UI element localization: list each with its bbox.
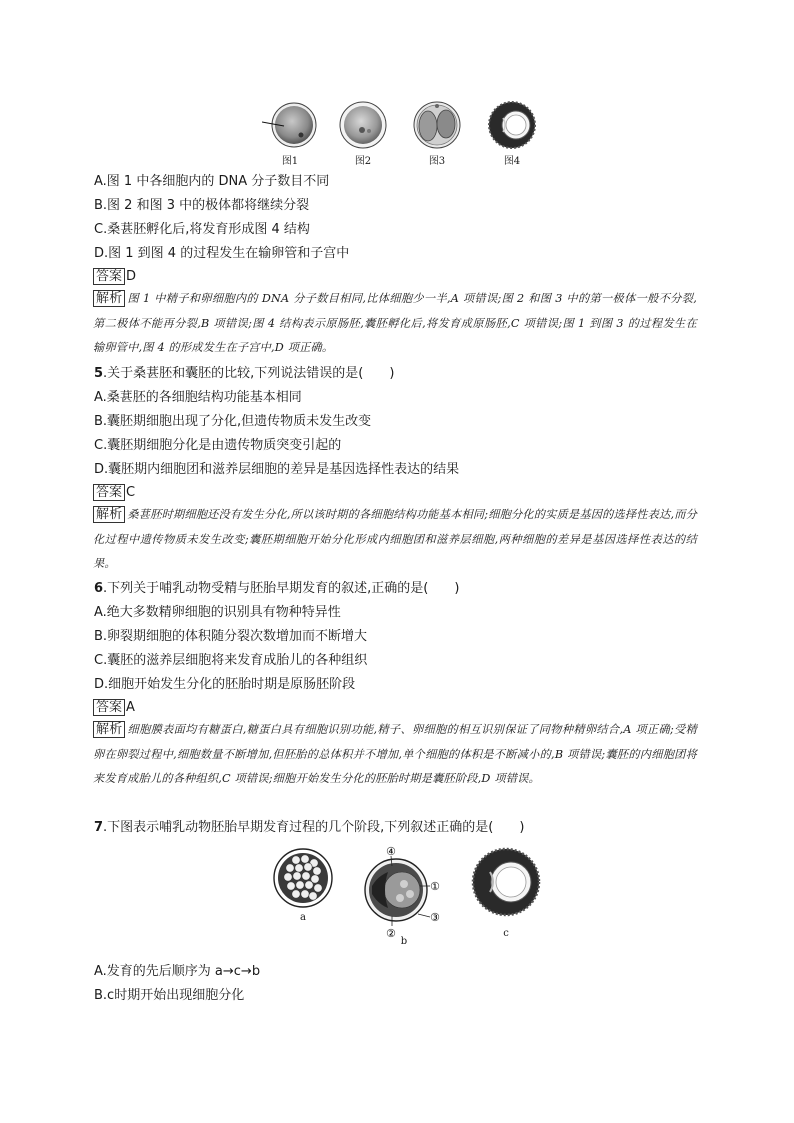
morula-cell <box>305 881 313 889</box>
figure-4-panel <box>485 100 539 167</box>
q5-option-a: A.桑葚胚的各细胞结构功能基本相同 <box>94 390 302 405</box>
figure-b-panel <box>358 846 450 947</box>
answer-label: 答案 <box>93 699 125 716</box>
analysis-text: 细胞膜表面均有糖蛋白,糖蛋白具有细胞识别功能,精子、卵细胞的相互识别保证了同物种精卵结合,A 项正确;受精卵在卵裂过程中,细胞数量不断增加,但胚胎的总体积并不增加,单个细胞的体积是不断减小的,B 项错误;囊胚的内细胞团将来发育成胎儿的各种组织,C 项错误;细胞开始发生分化的胚胎时期是囊胚阶段,D 项错误。 <box>93 723 697 785</box>
q6-answer <box>93 699 135 716</box>
question-text: .下图表示哺乳动物胚胎早期发育过程的几个阶段,下列叙述正确的是( <box>103 820 494 835</box>
figure-caption: 图2 <box>354 156 372 167</box>
answer-paren-close: ) <box>454 581 460 596</box>
morula-cell <box>296 881 304 889</box>
q7-stem <box>94 820 524 836</box>
answer-value: C <box>126 485 136 500</box>
figure-caption: c <box>503 928 509 939</box>
marker-4: ④ <box>386 846 396 858</box>
q4-option-a: A.图 1 中各细胞内的 DNA 分子数目不同 <box>94 174 330 189</box>
q5-analysis <box>93 503 697 577</box>
morula-cell <box>287 882 295 890</box>
figure-1-row <box>262 100 539 167</box>
q5-answer <box>93 484 135 501</box>
figure-2-row <box>272 846 542 947</box>
analysis-label: 解析 <box>93 721 125 738</box>
blastocyst-image <box>358 846 450 942</box>
morula-cell <box>293 872 301 880</box>
two-cell-embryo-image <box>411 100 463 150</box>
answer-label: 答案 <box>93 484 125 501</box>
figure-3-panel <box>411 100 463 167</box>
figure-c-panel <box>470 846 542 947</box>
marker-1: ① <box>430 880 440 893</box>
morula-cell <box>295 864 303 872</box>
q6-stem <box>94 581 459 597</box>
figure-caption: 图4 <box>503 156 521 167</box>
question-text: .关于桑葚胚和囊胚的比较,下列说法错误的是( <box>103 366 364 381</box>
morula-cell <box>301 890 309 898</box>
q4-option-b: B.图 2 和图 3 中的极体都将继续分裂 <box>94 198 310 213</box>
morula-cell <box>284 873 292 881</box>
morula-cell <box>309 892 317 900</box>
q6-option-a: A.绝大多数精卵细胞的识别具有物种特异性 <box>94 605 341 620</box>
answer-paren-close: ) <box>519 820 525 835</box>
question-number: 7 <box>94 820 104 835</box>
zygote-image <box>337 100 389 150</box>
figure-caption: a <box>300 912 306 923</box>
q7-option-a: A.发育的先后顺序为 a→c→b <box>94 964 261 979</box>
answer-value: D <box>126 269 137 284</box>
q4-answer <box>93 268 136 285</box>
morula-image <box>272 846 334 910</box>
marker-3: ③ <box>430 911 440 924</box>
q6-analysis <box>93 718 697 792</box>
q5-option-b: B.囊胚期细胞出现了分化,但遗传物质未发生改变 <box>94 414 372 429</box>
answer-value: A <box>126 700 135 715</box>
question-number: 5 <box>94 366 104 381</box>
q5-option-d: D.囊胚期内细胞团和滋养层细胞的差异是基因选择性表达的结果 <box>94 462 460 477</box>
egg-cell-image <box>262 100 318 150</box>
q4-analysis <box>93 287 697 361</box>
figure-caption: 图3 <box>428 156 446 167</box>
morula-cell <box>302 872 310 880</box>
morula-cell <box>314 884 322 892</box>
analysis-label: 解析 <box>93 290 125 307</box>
q5-stem <box>94 366 394 382</box>
morula-cell <box>292 890 300 898</box>
q6-option-d: D.细胞开始发生分化的胚胎时期是原肠胚阶段 <box>94 677 356 692</box>
figure-caption: b <box>400 936 408 947</box>
question-number: 6 <box>94 581 104 596</box>
answer-paren-close: ) <box>389 366 395 381</box>
q6-option-c: C.囊胚的滋养层细胞将来发育成胎儿的各种组织 <box>94 653 368 668</box>
marker-2: ② <box>386 927 396 940</box>
morula-cell <box>313 867 321 875</box>
figure-1-panel <box>262 100 318 167</box>
q4-option-c: C.桑葚胚孵化后,将发育形成图 4 结构 <box>94 222 310 237</box>
figure-2-panel <box>337 100 389 167</box>
q4-option-d: D.图 1 到图 4 的过程发生在输卵管和子宫中 <box>94 246 350 261</box>
figure-a-panel <box>272 846 334 947</box>
question-text: .下列关于哺乳动物受精与胚胎早期发育的叙述,正确的是( <box>103 581 429 596</box>
q7-option-b: B.c时期开始出现细胞分化 <box>94 988 245 1003</box>
analysis-text: 图 1 中精子和卵细胞内的 DNA 分子数目相同,比体细胞少一半,A 项错误;图 2 和图 3 中的第一极体一般不分裂,第二极体不能再分裂,B 项错误;图 4 结构表示原肠胚,囊胚孵化后,将发育成原肠胚,C 项错误;图 1 到图 3 的过程发生在输卵管中,图 4 的形成发生在子宫中,D 项正确。 <box>93 292 697 354</box>
figure-caption: 图1 <box>281 156 299 167</box>
gastrula-image <box>485 100 539 150</box>
morula-cell <box>304 863 312 871</box>
q6-option-b: B.卵裂期细胞的体积随分裂次数增加而不断增大 <box>94 629 368 644</box>
q5-option-c: C.囊胚期细胞分化是由遗传物质突变引起的 <box>94 438 342 453</box>
analysis-text: 桑葚胚时期细胞还没有发生分化,所以该时期的各细胞结构功能基本相同;细胞分化的实质是基因的选择性表达,而分化过程中遗传物质未发生改变;囊胚期细胞开始分化形成内细胞团和滋养层细胞,两种细胞的差异是基因选择性表达的结果。 <box>93 508 697 570</box>
gastrula-image <box>470 846 542 918</box>
morula-cell <box>292 856 300 864</box>
analysis-label: 解析 <box>93 506 125 523</box>
morula-cell <box>301 855 309 863</box>
morula-cell <box>286 864 294 872</box>
answer-label: 答案 <box>93 268 125 285</box>
